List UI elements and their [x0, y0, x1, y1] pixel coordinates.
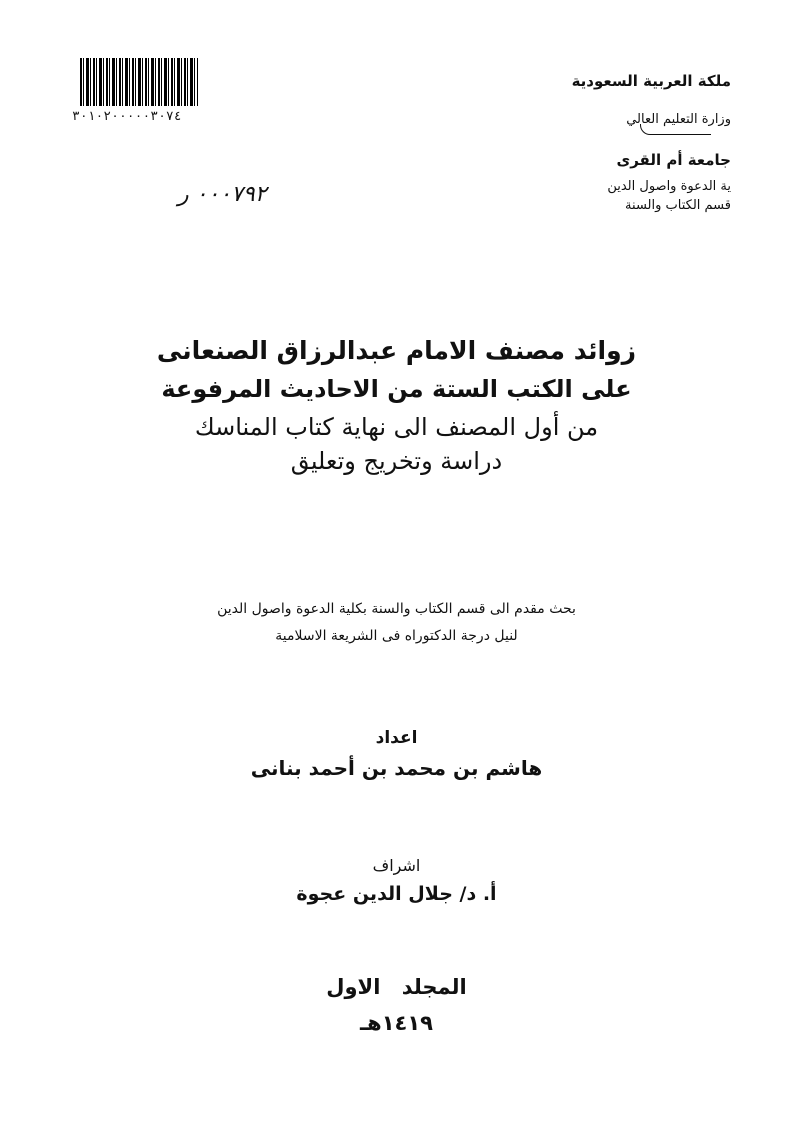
title-line-3: من أول المصنف الى نهاية كتاب المناسك [194, 413, 599, 442]
title-line-2: على الكتب الستة من الاحاديث المرفوعة [161, 375, 632, 404]
author-block [60, 728, 733, 780]
accession-number: ٠٠٠٧٩٢ ر [178, 182, 267, 207]
supervisor-label: اشراف [372, 856, 421, 875]
submission-line-1: بحث مقدم الى قسم الكتاب والسنة بكلية الدعوة واصول الدين [217, 601, 576, 617]
volume-block [60, 975, 733, 1035]
supervisor-block [60, 856, 733, 905]
author-label: اعداد [375, 728, 418, 748]
author-name: هاشم بن محمد بن أحمد بنانى [250, 756, 543, 780]
ministry-name: وزارة التعليم العالي [626, 112, 731, 127]
kingdom-name: ملكة العربية السعودية [571, 72, 731, 90]
thesis-title [60, 335, 733, 476]
barcode-image [80, 58, 198, 106]
institution-header [471, 72, 731, 214]
volume-label: المجلد الاول [326, 975, 467, 999]
barcode-block [72, 58, 202, 124]
university-name: جامعة أم القرى [616, 150, 731, 169]
college-name: ية الدعوة واصول الدين [607, 178, 731, 194]
title-line-1: زوائد مصنف الامام عبدالرزاق الصنعانى [156, 336, 637, 365]
department-name: قسم الكتاب والسنة [625, 198, 731, 214]
hijri-year: ١٤١٩هـ [359, 1011, 434, 1035]
submission-statement [60, 596, 733, 649]
supervisor-name: أ. د/ جلال الدين عجوة [296, 883, 497, 905]
barcode-number: ٣٠١٠٢٠٠٠٠٠٣٠٧٤ [72, 109, 182, 124]
submission-line-2: لنيل درجة الدكتوراه فى الشريعة الاسلامية [275, 627, 518, 644]
title-line-4: دراسة وتخريج وتعليق [290, 447, 503, 476]
